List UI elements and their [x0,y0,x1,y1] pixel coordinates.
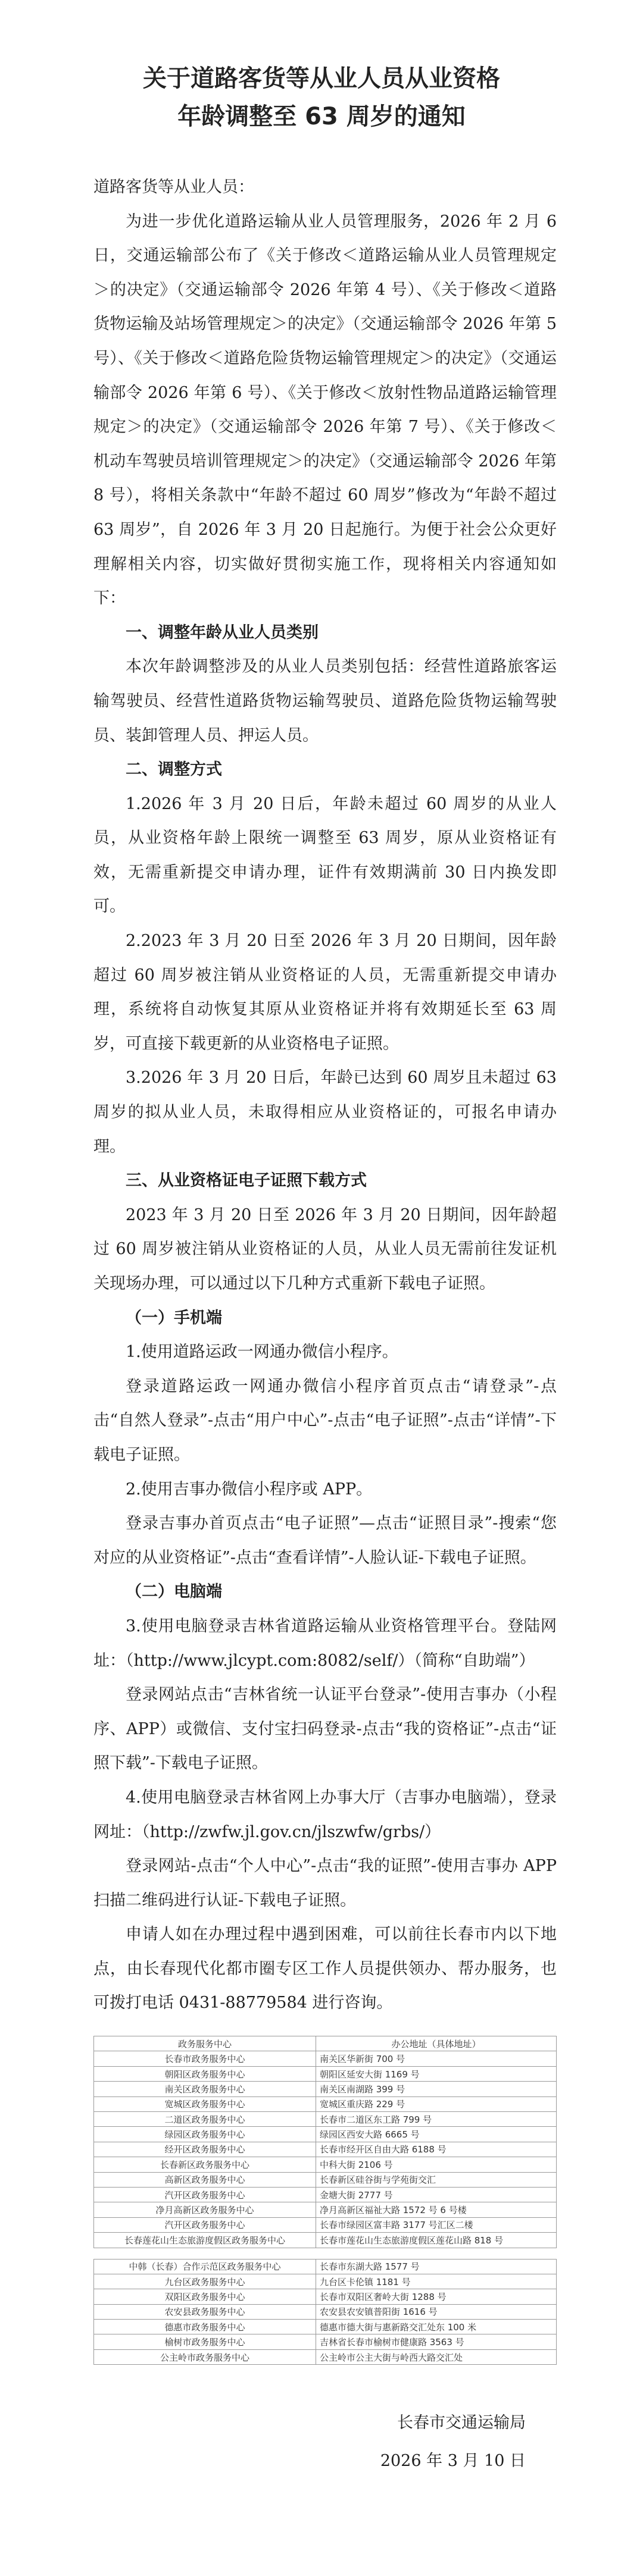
signature-block [0,2404,643,2480]
service-center-address: 长春市双阳区奢岭大街 1288 号 [316,2289,556,2304]
notice-title [0,0,643,136]
table-header-address: 办公地址（具体地址） [316,2036,556,2051]
subsection-mobile-heading: （一）手机端 [126,1308,222,1327]
service-center-address: 农安县农安镇普阳街 1616 号 [316,2304,556,2319]
table-row [94,2320,557,2334]
service-center-name: 长春莲花山生态旅游度假区政务服务中心 [94,2233,316,2248]
method-3-title: 3.使用电脑登录吉林省道路运输从业资格管理平台。登陆网址：（http://www.jlcypt.com:8082/self/）（简称“自助端”） [93,1616,557,1670]
service-center-name: 朝阳区政务服务中心 [94,2066,316,2081]
section-2-item-2: 2.2023 年 3 月 20 日至 2026 年 3 月 20 日期间，因年龄超过 60 周岁被注销从业资格证的人员，无需重新提交申请办理，系统将自动恢复其原从业资格证并将有效期延长至 63 周岁，可直接下载更新的从业资格电子证照。 [93,932,557,1053]
service-center-address: 金塘大街 2777 号 [316,2187,556,2202]
title-line-2: 年龄调整至 63 周岁的通知 [177,103,466,130]
service-center-name: 南关区政务服务中心 [94,2082,316,2096]
table-row [94,2096,557,2111]
table-row [94,2304,557,2319]
service-center-address: 公主岭市公主大街与岭西大路交汇处 [316,2349,556,2364]
table-row [94,2259,557,2274]
service-center-name: 宽城区政务服务中心 [94,2096,316,2111]
service-center-name: 绿园区政务服务中心 [94,2127,316,2142]
table-row [94,2157,557,2172]
service-center-address: 宽城区重庆路 229 号 [316,2096,556,2111]
service-center-address: 九台区卡伦镇 1181 号 [316,2274,556,2289]
title-line-1: 关于道路客货等从业人员从业资格 [143,65,500,92]
table-row [94,2289,557,2304]
service-center-name: 公主岭市政务服务中心 [94,2349,316,2364]
service-center-name: 九台区政务服务中心 [94,2274,316,2289]
table-row [94,2217,557,2232]
method-2-title: 2.使用吉事办微信小程序或 APP。 [126,1480,373,1499]
table-row [94,2051,557,2066]
service-center-name: 高新区政务服务中心 [94,2172,316,2187]
method-2-steps: 登录吉事办首页点击“电子证照”—点击“证照目录”-搜索“您对应的从业资格证”-点击“查看详情”-人脸认证-下载电子证照。 [93,1514,557,1567]
service-center-address: 长春市莲花山生态旅游度假区莲花山路 818 号 [316,2233,556,2248]
section-3-intro: 2023 年 3 月 20 日至 2026 年 3 月 20 日期间，因年龄超过 60 周岁被注销从业资格证的人员，从业人员无需前往发证机关现场办理，可以通过以下几种方式重新下载电子证照。 [93,1205,557,1293]
service-center-address: 长春市东湖大路 1577 号 [316,2259,556,2274]
service-center-address: 南关区南湖路 399 号 [316,2082,556,2096]
service-center-table-2 [93,2259,557,2365]
service-center-address: 德惠市德大街与惠新路交汇处东 100 米 [316,2320,556,2334]
service-center-address: 净月高新区福祉大路 1572 号 6 号楼 [316,2202,556,2217]
table-header-row [94,2036,557,2051]
service-center-address: 长春市二道区东工路 799 号 [316,2112,556,2127]
notice-body [0,136,643,2020]
table-row [94,2233,557,2248]
service-center-tables [0,2036,643,2365]
service-center-address: 长春新区硅谷街与学苑街交汇 [316,2172,556,2187]
table-row [94,2066,557,2081]
signature-date: 2026 年 3 月 10 日 [380,2452,526,2471]
service-center-address: 吉林省长春市榆树市健康路 3563 号 [316,2334,556,2349]
method-4-title: 4.使用电脑登录吉林省网上办事大厅（吉事办电脑端），登录网址：（http://zwfw.jl.gov.cn/jlszwfw/grbs/） [93,1788,557,1841]
table-row [94,2202,557,2217]
method-1-steps: 登录道路运政一网通办微信小程序首页点击“请登录”-点击“自然人登录”-点击“用户中心”-点击“电子证照”-点击“详情”-下载电子证照。 [93,1377,557,1464]
subsection-desktop-heading: （二）电脑端 [126,1582,222,1602]
service-center-address: 南关区华新街 700 号 [316,2051,556,2066]
section-3-heading: 三、从业资格证电子证照下载方式 [126,1171,367,1190]
table-row [94,2172,557,2187]
table-row [94,2274,557,2289]
service-center-address: 长春市绿园区富丰路 3177 号汇区二楼 [316,2217,556,2232]
table-row [94,2349,557,2364]
service-center-name: 榆树市政务服务中心 [94,2334,316,2349]
service-center-address: 中科大街 2106 号 [316,2157,556,2172]
service-center-address: 朝阳区延安大街 1169 号 [316,2066,556,2081]
closing-paragraph: 申请人如在办理过程中遇到困难，可以前往长春市内以下地点，由长春现代化都市圈专区工作人员提供领办、帮办服务，也可拨打电话 0431-88779584 进行咨询。 [93,1925,557,2013]
method-3-steps: 登录网站点击“吉林省统一认证平台登录”-使用吉事办（小程序、APP）或微信、支付宝扫码登录-点击“我的资格证”-点击“证照下载”-下载电子证照。 [93,1685,557,1773]
service-center-table-1 [93,2036,557,2248]
service-center-name: 二道区政务服务中心 [94,2112,316,2127]
service-center-name: 汽开区政务服务中心 [94,2217,316,2232]
section-2-item-3: 3.2026 年 3 月 20 日后，年龄已达到 60 周岁且未超过 63 周岁的拟从业人员，未取得相应从业资格证的，可报名申请办理。 [93,1068,557,1156]
service-center-name: 德惠市政务服务中心 [94,2320,316,2334]
service-center-name: 汽开区政务服务中心 [94,2187,316,2202]
service-center-name: 净月高新区政务服务中心 [94,2202,316,2217]
service-center-name: 长春新区政务服务中心 [94,2157,316,2172]
table-row [94,2082,557,2096]
table-row [94,2142,557,2157]
method-1-title: 1.使用道路运政一网通办微信小程序。 [126,1343,398,1362]
service-center-name: 双阳区政务服务中心 [94,2289,316,2304]
salutation: 道路客货等从业人员： [93,178,254,196]
service-center-address: 绿园区西安大路 6665 号 [316,2127,556,2142]
signature-organization: 长春市交通运输局 [397,2414,526,2433]
method-4-steps: 登录网站-点击“个人中心”-点击“我的证照”-使用吉事办 APP 扫描二维码进行认证-下载电子证照。 [93,1857,557,1910]
section-2-heading: 二、调整方式 [126,760,222,779]
table-header-center: 政务服务中心 [94,2036,316,2051]
service-center-address: 长春市经开区自由大路 6188 号 [316,2142,556,2157]
service-center-name: 长春市政务服务中心 [94,2051,316,2066]
table-row [94,2187,557,2202]
service-center-name: 经开区政务服务中心 [94,2142,316,2157]
intro-paragraph: 为进一步优化道路运输从业人员管理服务，2026 年 2 月 6 日，交通运输部公布了《关于修改＜道路运输从业人员管理规定＞的决定》（交通运输部令 2026 年第 4 号）、《关于修改＜道路货物运输及站场管理规定＞的决定》（交通运输部令 2026 年第 5 号）、《关于修改＜道路危险货物运输管理规定＞的决定》（交通运输部令 2026 年第 6 号）、《关于修改＜放射性物品道路运输管理规定＞的决定》（交通运输部令 2026 年第 7 号）、《关于修改＜机动车驾驶员培训管理规定＞的决定》（交通运输部令 2026 年第 8 号），将相关条款中“年龄不超过 60 周岁”修改为“年龄不超过 63 周岁”，自 2026 年 3 月 20 日起施行。为便于社会公众更好理解相关内容，切实做好贯彻实施工作，现将相关内容通知如下： [93,212,557,608]
service-center-name: 农安县政务服务中心 [94,2304,316,2319]
service-center-name: 中韩（长春）合作示范区政务服务中心 [94,2259,316,2274]
table-row [94,2112,557,2127]
section-1-heading: 一、调整年龄从业人员类别 [126,623,319,642]
section-2-item-1: 1.2026 年 3 月 20 日后，年龄未超过 60 周岁的从业人员，从业资格年龄上限统一调整至 63 周岁，原从业资格证有效，无需重新提交申请办理，证件有效期满前 30 日内换发即可。 [93,794,557,916]
table-row [94,2334,557,2349]
section-1-text: 本次年龄调整涉及的从业人员类别包括：经营性道路旅客运输驾驶员、经营性道路货物运输驾驶员、道路危险货物运输驾驶员、装卸管理人员、押运人员。 [93,657,557,745]
table-row [94,2127,557,2142]
